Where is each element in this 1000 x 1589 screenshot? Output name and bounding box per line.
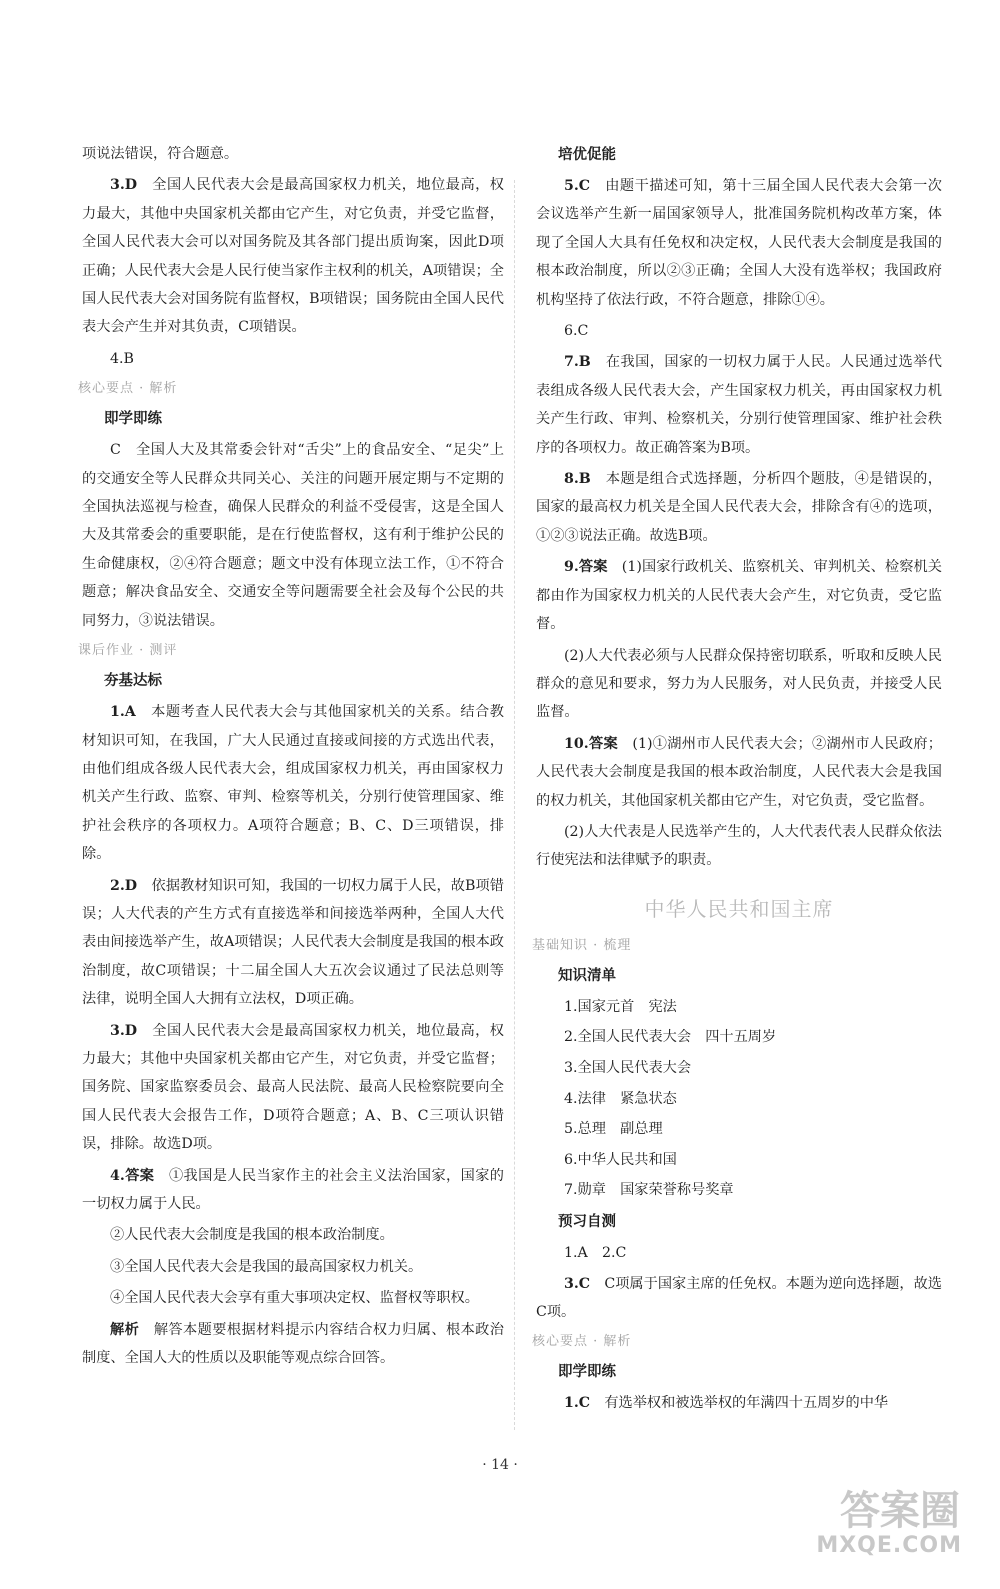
answer-2 bbox=[82, 872, 504, 1014]
answer-10-2: (2)人大代表是人民选举产生的，人大代表代表人民群众依法行使宪法和法律赋予的职责。 bbox=[536, 823, 942, 869]
heading-basic: 夯基达标 bbox=[104, 672, 162, 690]
answer-number: 3.D bbox=[110, 1022, 138, 1039]
answer-8 bbox=[536, 465, 942, 550]
answer-text: 本题考查人民代表大会与其他国家机关的关系。结合教材知识可知，在我国，广大人民通过直接或间接的方式选出代表，由他们组成各级人民代表大会，组成国家权力机关，再由国家权力机关产生行政、监察、审判、检察等机关，分别行使管理国家、维护社会秩序的各项权力。A项符合题意；B、C、D三项错误，排除。 bbox=[82, 704, 504, 863]
knowledge-item: 3.全国人民代表大会 bbox=[564, 1059, 692, 1076]
paragraph: 项说法错误，符合题意。 bbox=[82, 146, 239, 162]
answer-number: 7.B bbox=[564, 354, 591, 371]
knowledge-item: 4.法律 紧急状态 bbox=[564, 1090, 677, 1107]
watermark-text-top: 答案圈 bbox=[840, 1488, 960, 1534]
answer-text: 本题是组合式选择题，分析四个题肢，④是错误的，国家的最高权力机关是全国人民代表大会，排除含有④的选项，①②③说法正确。故选B项。 bbox=[536, 471, 942, 544]
heading-practice-2: 即学即练 bbox=[558, 1363, 616, 1381]
answer-number: 10.答案 bbox=[564, 735, 618, 752]
answer-number: 1.C bbox=[564, 1395, 591, 1412]
analysis bbox=[82, 1316, 504, 1373]
section-title: 中华人民共和国主席 bbox=[644, 896, 834, 921]
answer-text: (1)国家行政机关、监察机关、审判机关、检察机关都由作为国家权力机关的人民代表大会产生，对它负责，受它监督。 bbox=[536, 559, 942, 633]
right-column bbox=[532, 140, 942, 1421]
answer-4b-3: ③全国人民代表大会是我国的最高国家权力机关。 bbox=[110, 1258, 423, 1275]
heading-knowledge-list: 知识清单 bbox=[558, 966, 616, 984]
answer-number: 5.C bbox=[564, 178, 591, 194]
answer-4b-2: ②人民代表大会制度是我国的根本政治制度。 bbox=[110, 1227, 394, 1244]
preview-answer-3 bbox=[536, 1270, 942, 1327]
section-bar-core-2: 核心要点 · 解析 bbox=[532, 1334, 632, 1350]
watermark-logo bbox=[790, 1479, 970, 1569]
page-number: · 14 · bbox=[482, 1457, 518, 1473]
heading-advanced: 培优促能 bbox=[558, 146, 616, 163]
answer-5 bbox=[536, 172, 942, 314]
answer-3 bbox=[82, 171, 504, 341]
answer-4: 4.B bbox=[110, 350, 134, 367]
answer-text: ①我国是人民当家作主的社会主义法治国家，国家的一切权力属于人民。 bbox=[82, 1167, 504, 1212]
answer-text: 在我国，国家的一切权力属于人民。人民通过选举代表组成各级人民代表大会，产生国家权力机关，再由国家权力机关产生行政、审判、检察机关，分别行使管理国家、维护社会秩序的各项权力。故正确答案为B项。 bbox=[536, 354, 942, 456]
answer-text: (1)①湖州市人民代表大会；②湖州市人民政府；人民代表大会制度是我国的根本政治制度，人民代表大会是我国的权力机关，其他国家机关都由它产生，对它负责，受它监督。 bbox=[536, 735, 942, 809]
analysis-text: 解答本题要根据材料提示内容结合权力归属、根本政治制度、全国人大的性质以及职能等观点综合回答。 bbox=[82, 1321, 504, 1367]
answer-1 bbox=[82, 698, 504, 868]
answer-9 bbox=[536, 553, 942, 638]
answer-number: 8.B bbox=[564, 471, 591, 488]
section-bar-basics: 基础知识 · 梳理 bbox=[532, 937, 632, 953]
practice-answer: C 全国人大及其常委会针对“舌尖”上的食品安全、“足尖”上的交通安全等人民群众共同关心、关注的问题开展定期与不定期的全国执法巡视与检查，确保人民群众的利益不受侵害，这是全国人大及其常委会的重要职能，是在行使监督权，这有利于维护公民的生命健康权，②④符合题意；题文中没有体现立法工作，①不符合题意；解决食品安全、交通安全等问题需要全社会及每个公民的共同努力，③说法错误。 bbox=[82, 442, 504, 629]
section-bar-core: 核心要点 · 解析 bbox=[78, 381, 178, 397]
analysis-label: 解析 bbox=[110, 1321, 140, 1338]
answer-text: 依据教材知识可知，我国的一切权力属于人民，故B项错误；人大代表的产生方式有直接选举和间接选举两种，全国人大代表由间接选举产生，故A项错误；人民代表大会制度是我国的根本政治制度，故C项错误；十二届全国人大五次会议通过了民法总则等法律，说明全国人大拥有立法权，D项正确。 bbox=[82, 877, 504, 1008]
left-column bbox=[78, 140, 504, 1375]
section-bar-homework: 课后作业 · 测评 bbox=[78, 643, 178, 659]
knowledge-item: 2.全国人民代表大会 四十五周岁 bbox=[564, 1029, 777, 1046]
knowledge-item: 5.总理 副总理 bbox=[564, 1121, 663, 1138]
answer-number: 9.答案 bbox=[564, 559, 608, 576]
heading-preview-test: 预习自测 bbox=[558, 1212, 616, 1230]
answer-number: 2.D bbox=[110, 877, 138, 894]
answer-text: C项属于国家主席的任免权。本题为逆向选择题，故选C项。 bbox=[536, 1275, 942, 1320]
answer-4b bbox=[82, 1162, 504, 1219]
watermark-text-bottom: MXQE.COM bbox=[816, 1533, 962, 1558]
answer-6: 6.C bbox=[564, 323, 589, 340]
answer-number: 3.C bbox=[564, 1275, 591, 1292]
heading-practice: 即学即练 bbox=[104, 410, 162, 428]
preview-answers: 1.A 2.C bbox=[564, 1244, 627, 1261]
knowledge-item: 1.国家元首 宪法 bbox=[564, 998, 677, 1015]
practice-answer-1 bbox=[536, 1389, 942, 1417]
answer-number: 1.A bbox=[110, 704, 136, 721]
knowledge-item: 6.中华人民共和国 bbox=[564, 1151, 677, 1168]
answer-text: 有选举权和被选举权的年满四十五周岁的中华 bbox=[604, 1395, 889, 1412]
knowledge-item: 7.勋章 国家荣誉称号奖章 bbox=[564, 1182, 734, 1199]
answer-7 bbox=[536, 348, 942, 462]
answer-text: 由题干描述可知，第十三届全国人民代表大会第一次会议选举产生新一届国家领导人，批准国务院机构改革方案，体现了全国人大具有任免权和决定权，人民代表大会制度是我国的根本政治制度，所以②③正确；全国人大没有选举权；我国政府机构坚持了依法行政，不符合题意，排除①④。 bbox=[536, 178, 942, 308]
answer-number: 4.答案 bbox=[110, 1167, 155, 1184]
answer-text: 全国人民代表大会是最高国家权力机关，地位最高，权力最大；其他中央国家机关都由它产生，对它负责，并受它监督；国务院、国家监察委员会、最高人民法院、最高人民检察院要向全国人民代表大会报告工作，D项符合题意；A、B、C三项认识错误，排除。故选D项。 bbox=[82, 1022, 504, 1153]
answer-10 bbox=[536, 730, 942, 815]
answer-3b bbox=[82, 1017, 504, 1159]
answer-number: 3.D bbox=[110, 177, 138, 194]
answer-4b-4: ④全国人民代表大会享有重大事项决定权、监督权等职权。 bbox=[110, 1290, 479, 1307]
column-divider bbox=[514, 180, 515, 1430]
answer-text: 全国人民代表大会是最高国家权力机关，地位最高，权力最大，其他中央国家机关都由它产生，对它负责，并受它监督，全国人民代表大会可以对国务院及其各部门提出质询案，因此D项正确；人民代表大会是人民行使当家作主权利的机关，A项错误；全国人民代表大会对国务院有监督权，B项错误；国务院由全国人民代表大会产生并对其负责，C项错误。 bbox=[82, 177, 504, 336]
answer-9-2: (2)人大代表必须与人民群众保持密切联系，听取和反映人民群众的意见和要求，努力为人民服务，对人民负责，并接受人民监督。 bbox=[536, 647, 942, 721]
